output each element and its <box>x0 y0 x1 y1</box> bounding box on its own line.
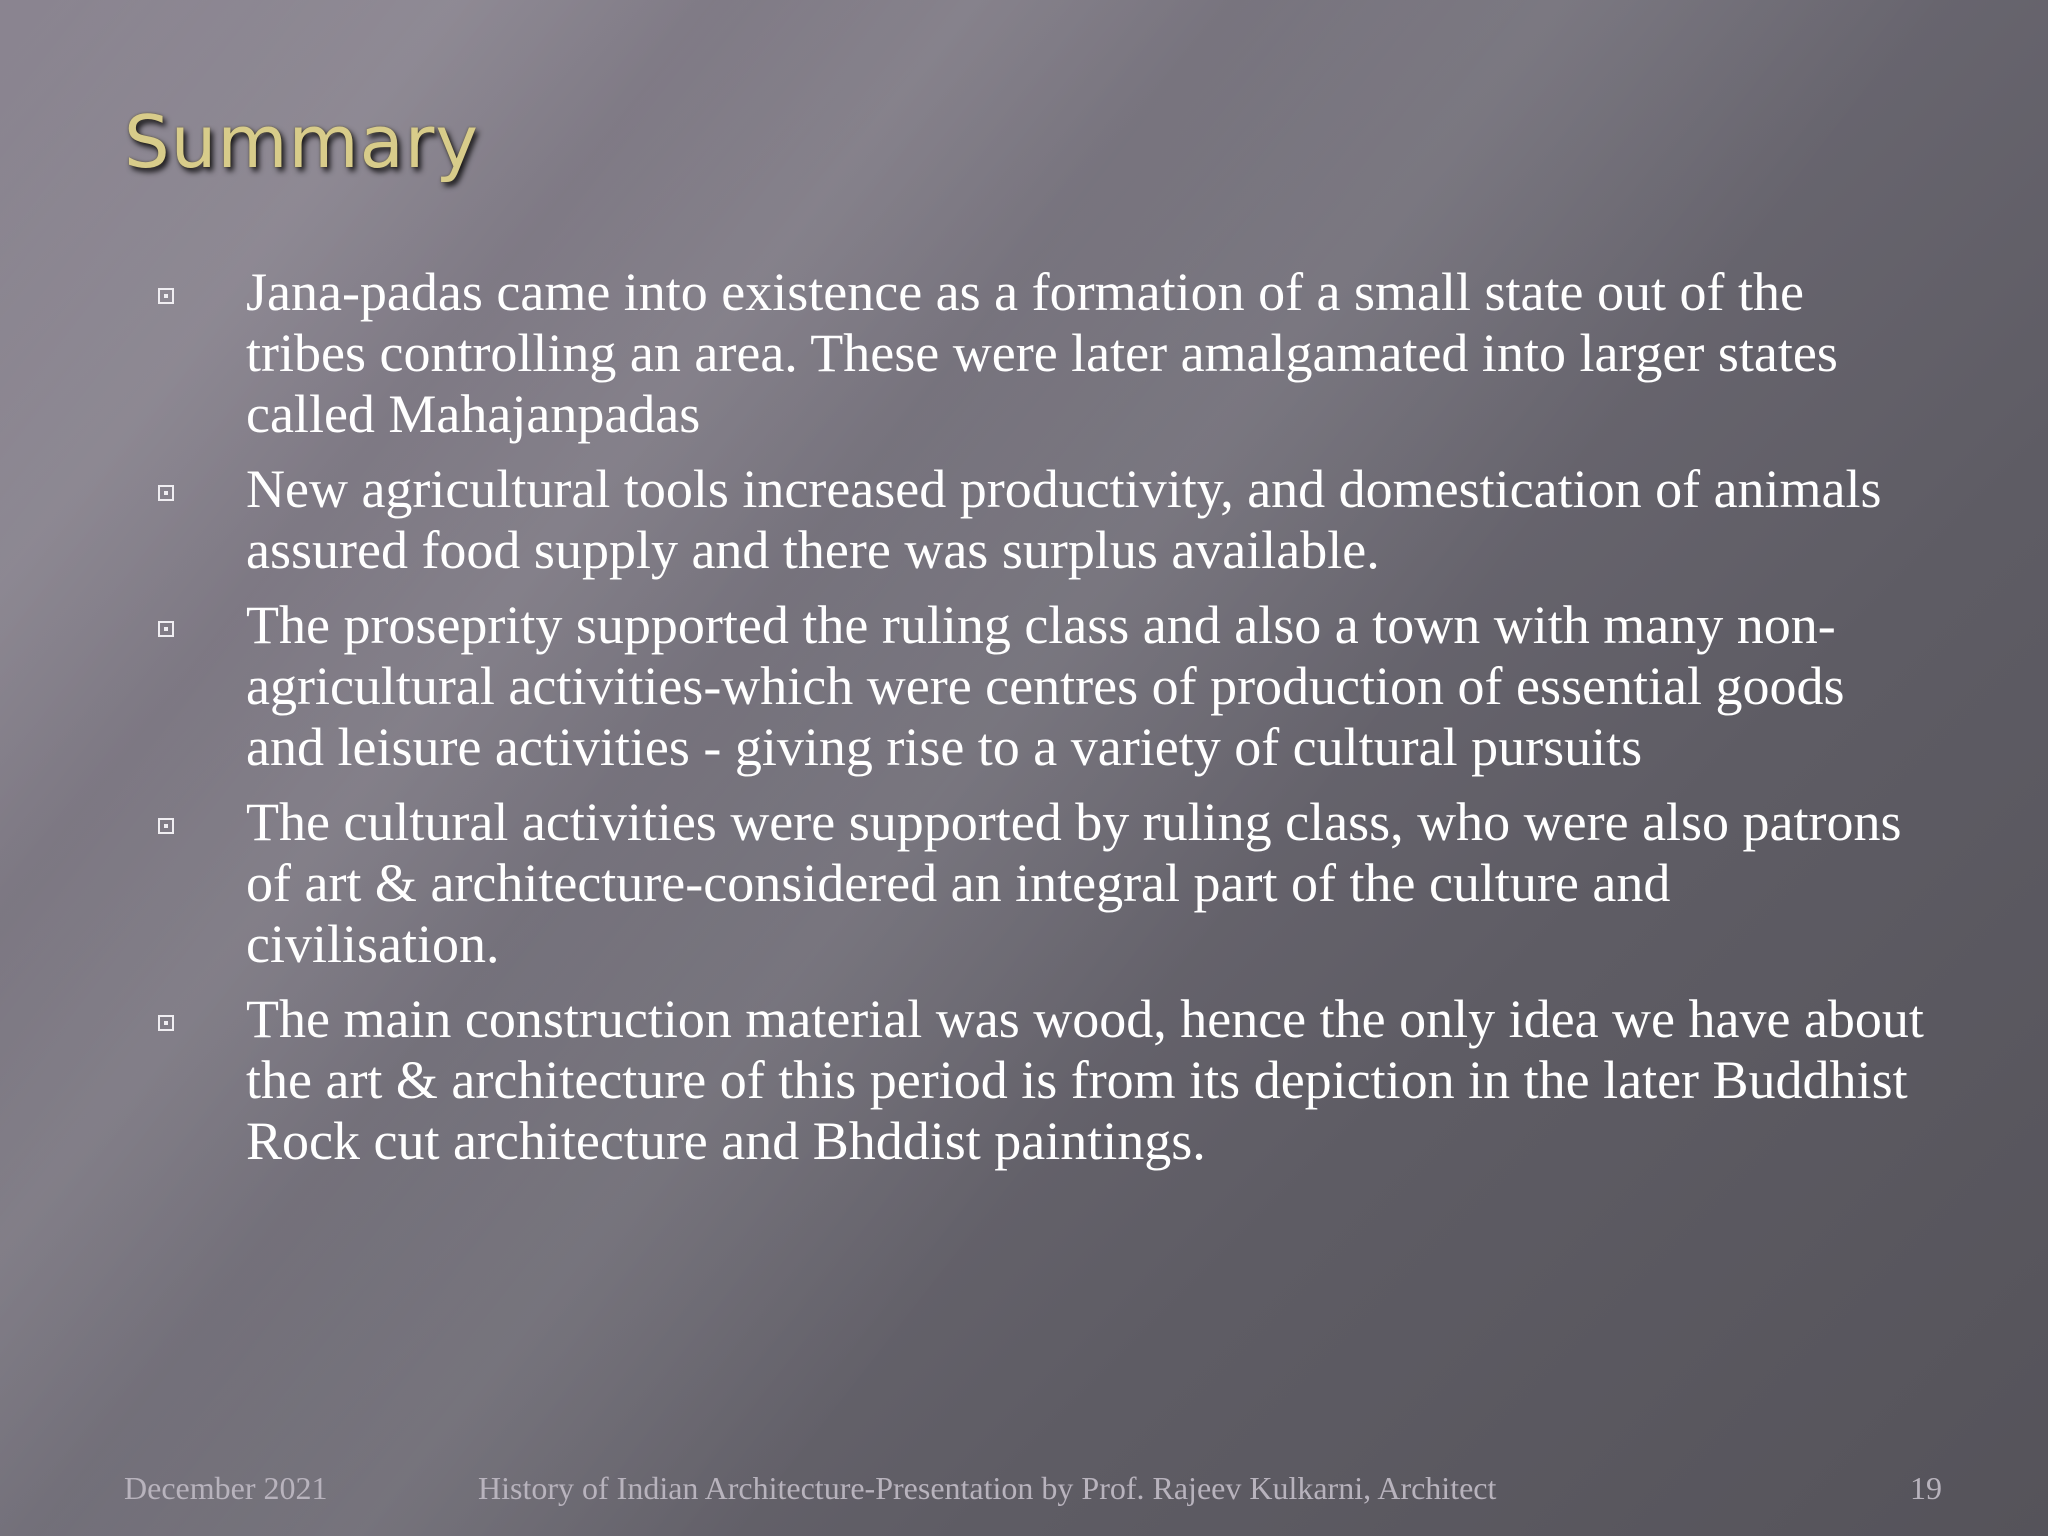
list-item <box>150 459 1930 581</box>
square-bullet-icon <box>158 1015 174 1031</box>
footer-date: December 2021 <box>124 1470 328 1506</box>
bullet-text: The proseprity supported the ruling class and also a town with many non-agricultural activities-which were centres of production of essential goods and leisure activities - giving rise to a variety of cultural pursuits <box>246 595 1845 777</box>
bullet-text: Jana-padas came into existence as a formation of a small state out of the tribes controlling an area. These were later amalgamated into larger states called Mahajanpadas <box>246 262 1838 444</box>
bullet-text: The cultural activities were supported by ruling class, who were also patrons of art & architecture-considered an integral part of the culture and civilisation. <box>246 792 1902 974</box>
square-bullet-icon <box>158 288 174 304</box>
slide-title: Summary <box>124 100 479 184</box>
page-number: 19 <box>1910 1470 1942 1506</box>
list-item <box>150 792 1930 975</box>
square-bullet-icon <box>158 485 174 501</box>
list-item <box>150 262 1930 445</box>
list-item <box>150 989 1930 1172</box>
square-bullet-icon <box>158 621 174 637</box>
bullet-text: New agricultural tools increased productivity, and domestication of animals assured food supply and there was surplus available. <box>246 459 1882 580</box>
list-item <box>150 595 1930 778</box>
bullet-text: The main construction material was wood, hence the only idea we have about the art & architecture of this period is from its depiction in the later Buddhist Rock cut architecture and Bhddist paintings. <box>246 989 1924 1171</box>
footer-presentation-title: History of Indian Architecture-Presentation by Prof. Rajeev Kulkarni, Architect <box>478 1470 1497 1506</box>
square-bullet-icon <box>158 818 174 834</box>
bullet-list <box>150 262 1930 1186</box>
